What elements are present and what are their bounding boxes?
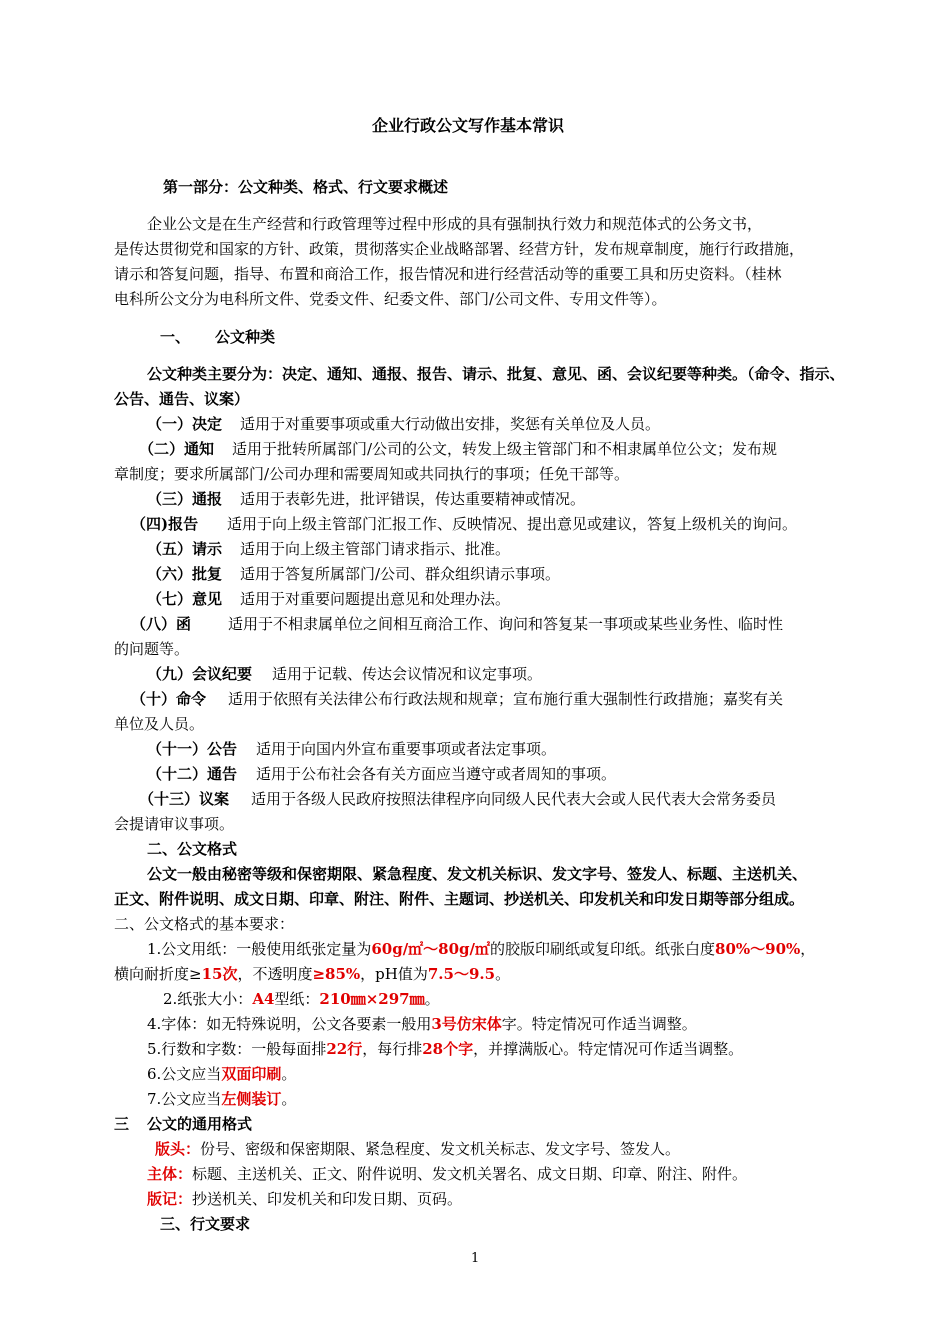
req-size-dimensions: 210㎜×297㎜ [319,990,425,1008]
req-duplex-text-a: 6.公文应当 [147,1065,222,1083]
req-duplex-text-c: 。 [281,1065,297,1083]
intro-line-1: 企业公文是在生产经营和行政管理等过程中形成的具有强制执行效力和规范体式的公务文书， [147,215,763,233]
intro-line-4: 电科所公文分为电科所文件、党委文件、纪委文件、部门/公司文件、专用文件等）。 [114,290,667,308]
type-label-motion: （十三）议案 [139,790,230,808]
req-font-text-c: 字。特定情况可作适当调整。 [501,1015,697,1033]
types-summary-line-2: 公告、通告、议案） [114,390,250,408]
type-label-bulletin: （三）通报 [147,490,223,508]
type-desc-letter-cont: 的问题等。 [114,640,190,658]
type-desc-minutes: 适用于记载、传达会议情况和议定事项。 [272,665,543,683]
banji-label: 版记： [147,1190,193,1208]
body-text: 标题、主送机关、正文、附件说明、发文机关署名、成文日期、印章、附注、附件。 [192,1165,748,1183]
requirement-binding [147,1089,296,1109]
requirement-font [147,1014,697,1034]
section-one-heading: 公文种类 [215,328,276,346]
type-label-opinion: （七）意见 [147,590,223,608]
type-desc-report: 适用于向上级主管部门汇报工作、反映情况、提出意见或建议，答复上级机关的询问。 [227,515,798,533]
req-paper-whiteness: 80%～90% [715,940,801,958]
format-banji [147,1189,462,1209]
type-label-report: （四)报告 [131,515,199,533]
type-desc-notice: 适用于批转所属部门/公司的公文，转发上级主管部门和不相隶属单位公文；发布规 [232,440,778,458]
req-binding-value: 左侧装订 [221,1090,282,1108]
req-paper-text-l: 。 [495,965,511,983]
section-three-number: 三 [114,1115,130,1133]
type-desc-order-cont: 单位及人员。 [114,715,205,733]
req-lines-count: 22行 [326,1040,363,1058]
type-label-circular: （十二）通告 [147,765,238,783]
type-label-minutes: （九）会议纪要 [147,665,253,683]
type-label-notice: （二）通知 [139,440,215,458]
type-label-letter: （八）函 [131,615,192,633]
type-desc-bulletin: 适用于表彰先进，批评错误，传达重要精神或情况。 [240,490,586,508]
type-desc-circular: 适用于公布社会各有关方面应当遵守或者周知的事项。 [256,765,617,783]
req-paper-text-c: 的胶版印刷纸或复印纸。纸张白度 [490,940,716,958]
type-label-order: （十）命令 [131,690,207,708]
format-summary-line-2: 正文、附件说明、成文日期、印章、附注、附件、主题词、抄送机关、印发机关和印发日期等部分组成。 [114,890,805,908]
banhead-text: 份号、密级和保密期限、紧急程度、发文机关标志、发文字号、签发人。 [200,1140,681,1158]
req-binding-text-c: 。 [281,1090,297,1108]
req-paper-text-f: 横向耐折度≥ [114,965,202,983]
req-paper-text-j: ，pH值为 [360,965,428,983]
type-desc-order: 适用于依照有关法律公布行政法规和规章；宣布施行重大强制性行政措施；嘉奖有关 [228,690,784,708]
requirement-duplex [147,1064,296,1084]
req-size-a4: A4 [252,990,275,1008]
req-binding-text-a: 7.公文应当 [147,1090,222,1108]
type-label-decision: （一）决定 [147,415,223,433]
banji-text: 抄送机关、印发机关和印发日期、页码。 [192,1190,463,1208]
req-paper-text-a: 1.公文用纸：一般使用纸张定量为 [147,940,372,958]
req-size-text-e: 。 [424,990,440,1008]
req-paper-text-e: ， [800,940,816,958]
type-desc-opinion: 适用于对重要问题提出意见和处理办法。 [240,590,511,608]
format-banhead [155,1139,680,1159]
part-one-heading: 第一部分：公文种类、格式、行文要求概述 [163,178,449,196]
format-requirements-heading: 二、公文格式的基本要求： [114,915,295,933]
req-size-text-c: 型纸： [274,990,320,1008]
req-font-text-a: 4.字体：如无特殊说明，公文各要素一般用 [147,1015,432,1033]
intro-line-3: 请示和答复问题，指导、布置和商洽工作，报告情况和进行经营活动等的重要工具和历史资料。（桂林 [114,265,782,283]
req-paper-folds: 15次 [201,965,238,983]
req-chars-count: 28个字 [422,1040,474,1058]
requirement-size [163,989,440,1009]
writing-requirements-heading: 三、行文要求 [160,1215,251,1233]
type-desc-letter: 适用于不相隶属单位之间相互商洽工作、询问和答复某一事项或某些业务性、临时性 [228,615,784,633]
type-desc-reply: 适用于答复所属部门/公司、群众组织请示事项。 [240,565,561,583]
req-paper-ph: 7.5～9.5 [427,965,496,983]
req-lines-text-c: ，每行排 [362,1040,423,1058]
req-lines-text-a: 5.行数和字数：一般每面排 [147,1040,327,1058]
body-label: 主体： [147,1165,193,1183]
document-title: 企业行政公文写作基本常识 [372,116,565,135]
type-label-reply: （六）批复 [147,565,223,583]
type-label-announcement: （十一）公告 [147,740,238,758]
types-summary-line-1: 公文种类主要分为：决定、通知、通报、报告、请示、批复、意见、函、会议纪要等种类。（命令、指示、 [147,365,845,383]
requirement-paper-line-2 [114,964,510,984]
req-duplex-value: 双面印刷 [221,1065,282,1083]
req-font-value: 3号仿宋体 [431,1015,502,1033]
section-two-heading: 二、公文格式 [147,840,238,858]
req-paper-opacity: ≥85% [312,965,361,983]
section-one-number: 一、 [160,328,191,346]
page-number: 1 [471,1251,480,1266]
format-body [147,1164,747,1184]
type-label-request: （五）请示 [147,540,223,558]
type-desc-motion-cont: 会提请审议事项。 [114,815,235,833]
req-lines-text-e: ，并撑满版心。特定情况可作适当调整。 [473,1040,744,1058]
type-desc-request: 适用于向上级主管部门请求指示、批准。 [240,540,511,558]
format-summary-line-1: 公文一般由秘密等级和保密期限、紧急程度、发文机关标识、发文字号、签发人、标题、主送机关、 [147,865,808,883]
type-desc-decision: 适用于对重要事项或重大行动做出安排，奖惩有关单位及人员。 [240,415,661,433]
req-size-text-a: 2.纸张大小： [163,990,253,1008]
type-desc-announcement: 适用于向国内外宣布重要事项或者法定事项。 [256,740,557,758]
type-desc-notice-cont: 章制度；要求所属部门/公司办理和需要周知或共同执行的事项；任免干部等。 [114,465,630,483]
requirement-lines [147,1039,743,1059]
intro-line-2: 是传达贯彻党和国家的方针、政策，贯彻落实企业战略部署、经营方针，发布规章制度，施行行政措施， [114,240,805,258]
banhead-label: 版头： [155,1140,201,1158]
requirement-paper-line-1 [147,939,815,959]
section-three-heading: 公文的通用格式 [147,1115,253,1133]
req-paper-text-h: ，不透明度 [237,965,313,983]
req-paper-weight: 60g/㎡～80g/㎡ [371,940,491,958]
type-desc-motion: 适用于各级人民政府按照法律程序向同级人民代表大会或人民代表大会常务委员 [251,790,777,808]
